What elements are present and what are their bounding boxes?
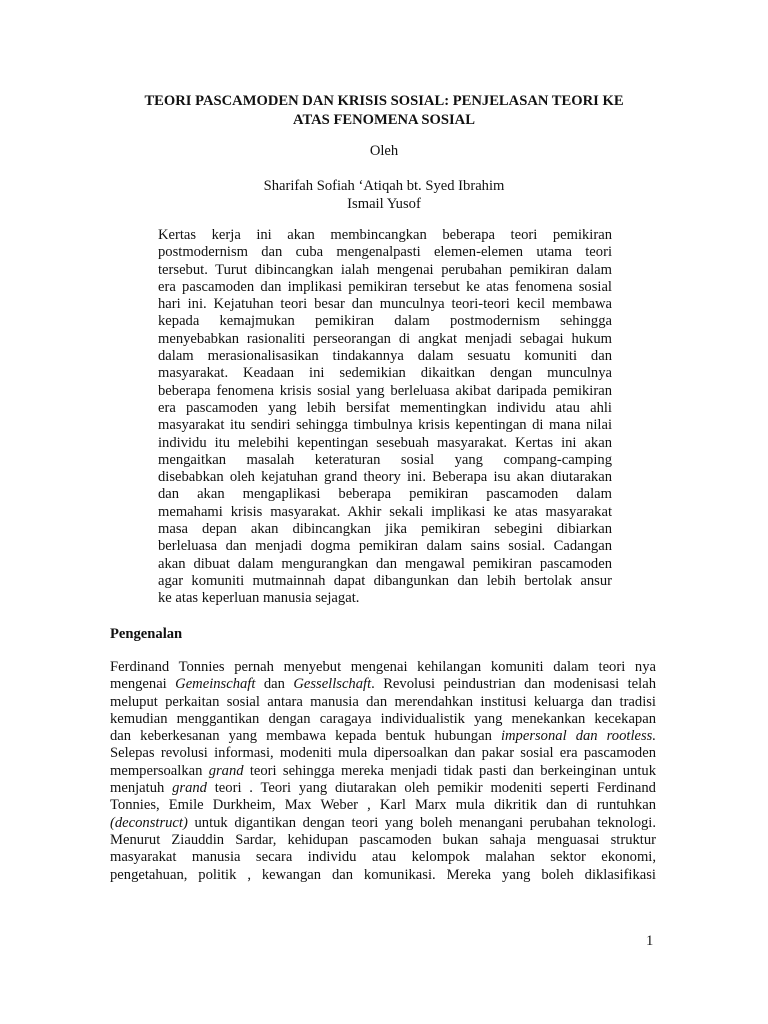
text-run: Ferdinand Tonnies pernah menyebut mengenai kehilangan komuniti dalam teori nya <box>110 659 656 675</box>
body-line <box>110 763 656 780</box>
author-block <box>0 177 768 213</box>
body-line <box>110 815 656 832</box>
author-name: Ismail Yusof <box>347 196 421 212</box>
body-line <box>110 728 656 745</box>
body-line <box>110 797 656 814</box>
title-line: ATAS FENOMENA SOSIAL <box>293 112 475 128</box>
body-line <box>110 659 656 676</box>
text-run: untuk digantikan dengan teori yang boleh menangani perubahan teknologi. <box>187 814 656 831</box>
abstract-line: masyarakat itu sendiri sehingga timbulnya krisis kepentingan di mana nilai <box>158 417 612 434</box>
body-line <box>110 780 656 797</box>
abstract-line: agar komuniti mutmainnah dapat dibangunkan dan lebih bertolak ansur <box>158 572 612 589</box>
byline: Oleh <box>369 143 399 159</box>
abstract <box>158 227 612 608</box>
paper-title <box>110 92 658 130</box>
page-number: 1 <box>646 933 654 949</box>
abstract-line: berleluasa dan menjadi dogma pemikiran dalam sains sosial. Cadangan <box>158 538 612 555</box>
body-line <box>110 711 656 728</box>
italic-term: grand <box>172 780 207 797</box>
text-run: mengenai <box>110 676 176 693</box>
text-run: Menurut Ziauddin Sardar, kehidupan pascamoden bukan sahaja menguasai struktur <box>110 831 656 848</box>
body-paragraph <box>110 659 656 884</box>
body-line <box>110 676 656 693</box>
body-line <box>110 867 656 884</box>
text-run: menjatuh <box>110 780 173 797</box>
text-run: . Revolusi peindustrian dan modenisasi telah <box>371 676 656 693</box>
abstract-line: menyebabkan rasionaliti perseorangan di angkat menjadi sebagai hukum <box>158 330 612 347</box>
abstract-line: kepada kemajmukan pemikiran dalam postmodernism sehingga <box>158 313 612 330</box>
abstract-line: Kertas kerja ini akan membincangkan beberapa teori pemikiran <box>158 227 612 243</box>
text-run: dan keberkesanan yang membawa kepada bentuk hubungan <box>110 728 501 745</box>
italic-term: Gessellschaft <box>293 676 372 693</box>
abstract-line: beberapa fenomena krisis sosial yang berleluasa akibat daripada pemikiran <box>158 382 612 399</box>
abstract-line: postmodernism dan cuba mengenalpasti elemen-elemen utama teori <box>158 244 612 261</box>
abstract-line: akan dibuat dalam mengurangkan dan mengawal pemikiran pascamoden <box>158 555 612 572</box>
abstract-line: masa depan akan dibincangkan jika pemikiran sebegini dibiarkan <box>158 521 612 538</box>
text-run: masyarakat manusia secara individu atau kelompok malahan sektor ekonomi, <box>110 849 656 866</box>
abstract-line: ke atas keperluan manusia sejagat. <box>158 590 360 607</box>
abstract-line: mengaitkan masalah keteraturan sosial yang compang-camping <box>158 451 612 468</box>
abstract-line: disebabkan oleh kejatuhan grand theory ini. Beberapa isu akan diutarakan <box>158 469 612 486</box>
text-run: Tonnies, Emile Durkheim, Max Weber , Karl Marx mula dikritik dan di runtuhkan <box>110 797 656 814</box>
abstract-line: era pascamoden dan implikasi pemikiran tersebut ke atas fenomena sosial <box>158 278 612 295</box>
italic-term: impersonal dan rootless. <box>500 728 656 745</box>
abstract-line: era pascamoden yang lebih bersifat mementingkan individu atau ahli <box>158 399 612 416</box>
abstract-line: dalam merasionalisasikan tindakannya dalam sesuatu komuniti dan <box>158 348 612 365</box>
abstract-line: hari ini. Kejatuhan teori besar dan munculnya teori-teori kecil membawa <box>158 296 612 313</box>
abstract-line: masyarakat. Keadaan ini sedemikian dikaitkan dengan munculnya <box>158 365 612 382</box>
author-name: Sharifah Sofiah ‘Atiqah bt. Syed Ibrahim <box>263 178 505 194</box>
text-run: dan <box>255 676 294 693</box>
abstract-line: tersebut. Turut dibincangkan ialah mengenai perubahan pemikiran dalam <box>158 261 612 278</box>
text-run: mempersoalkan <box>110 762 209 779</box>
italic-term: Gemeinschaft <box>175 676 256 693</box>
text-run: pengetahuan, politik , kewangan dan komunikasi. Mereka yang boleh diklasifikasi <box>110 866 656 883</box>
body-line <box>110 745 656 762</box>
text-run: teori sehingga mereka menjadi tidak pasti dan berkeinginan untuk <box>243 762 656 779</box>
text-run: teori . Teori yang diutarakan oleh pemikir modeniti seperti Ferdinand <box>206 780 656 797</box>
body-line <box>110 849 656 866</box>
title-line: TEORI PASCAMODEN DAN KRISIS SOSIAL: PENJELASAN TEORI KE <box>144 93 624 109</box>
abstract-line: dan akan mengaplikasi beberapa pemikiran pascamoden dalam <box>158 486 612 503</box>
body-line <box>110 832 656 849</box>
italic-term: (deconstruct) <box>110 814 188 831</box>
abstract-line: individu itu melebihi kepentingan sesebuah masyarakat. Kertas ini akan <box>158 434 612 451</box>
text-run: meluput perkaitan sosial antara manusia dan merendahkan institusi keluarga dan tradisi <box>110 693 656 710</box>
text-run: kemudian menggantikan dengan caragaya individualistik yang menekankan kecekapan <box>110 710 656 727</box>
section-heading: Pengenalan <box>110 626 183 642</box>
italic-term: grand <box>208 762 244 779</box>
abstract-line: memahami krisis masyarakat. Akhir sekali implikasi ke atas masyarakat <box>158 503 612 520</box>
text-run: Selepas revolusi informasi, modeniti mula dipersoalkan dan pakar sosial era pascamoden <box>110 745 656 762</box>
body-line <box>110 694 656 711</box>
